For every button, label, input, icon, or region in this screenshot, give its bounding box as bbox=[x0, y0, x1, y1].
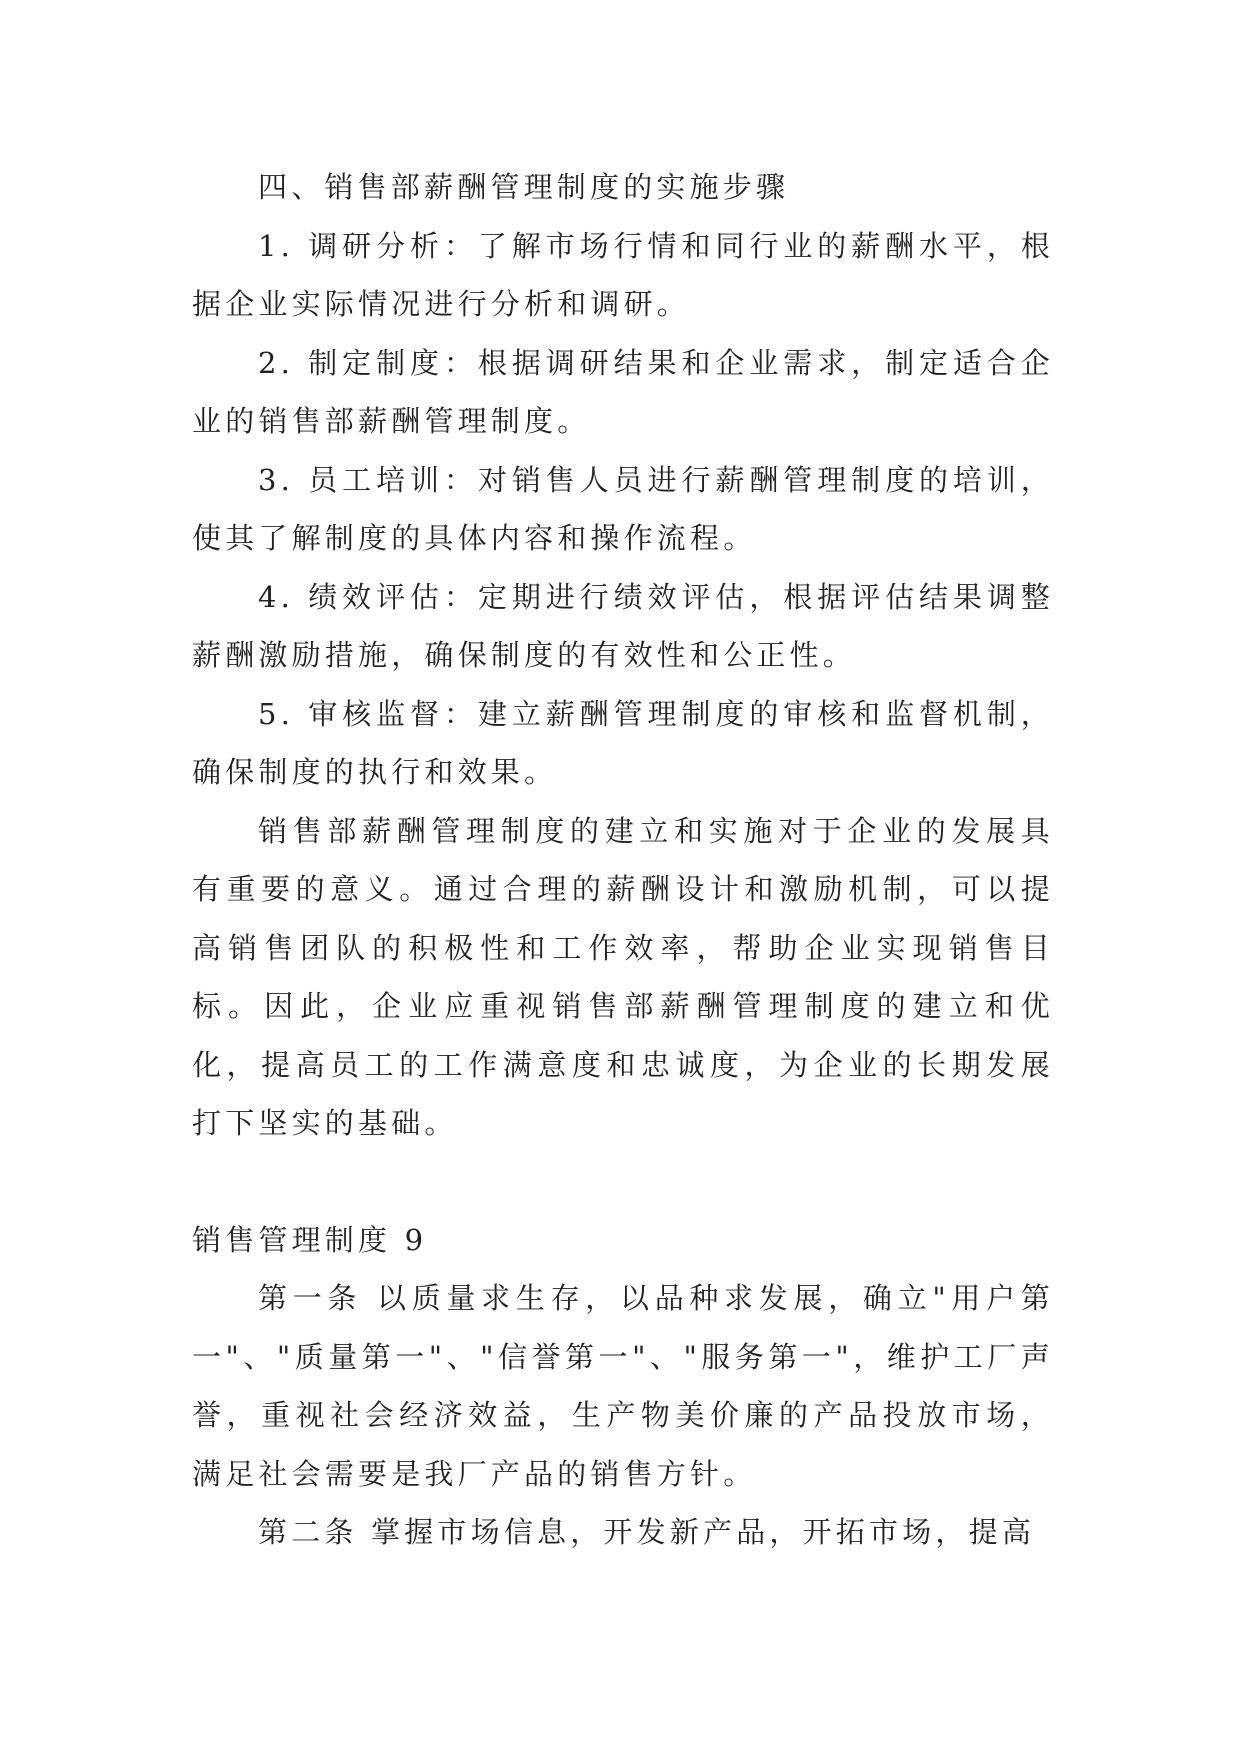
section-spacer bbox=[192, 1153, 1054, 1211]
article-paragraph: 第一条 以质量求生存，以品种求发展，确立"用户第一"、"质量第一"、"信誉第一"、"服务第一"，维护工厂声誉，重视社会经济效益，生产物美价廉的产品投放市场，满足社会需要是我厂产品的销售方针。 bbox=[192, 1281, 1054, 1491]
step-item: 1. 调研分析：了解市场行情和同行业的薪酬水平，根据企业实际情况进行分析和调研。 bbox=[192, 228, 1054, 321]
step-item: 4. 绩效评估：定期进行绩效评估，根据评估结果调整薪酬激励措施，确保制度的有效性和公正性。 bbox=[192, 579, 1054, 672]
step-item: 3. 员工培训：对销售人员进行薪酬管理制度的培训，使其了解制度的具体内容和操作流程。 bbox=[192, 462, 1054, 555]
article-paragraph: 第二条 掌握市场信息，开发新产品，开拓市场，提高 bbox=[258, 1515, 1036, 1549]
section-title: 销售管理制度 9 bbox=[192, 1222, 428, 1257]
step-item: 5. 审核监督：建立薪酬管理制度的审核和监督机制，确保制度的执行和效果。 bbox=[192, 696, 1054, 789]
document-page bbox=[192, 158, 1054, 1562]
step-item: 2. 制定制度：根据调研结果和企业需求，制定适合企业的销售部薪酬管理制度。 bbox=[192, 345, 1054, 438]
section-heading: 四、销售部薪酬管理制度的实施步骤 bbox=[258, 170, 790, 204]
conclusion-paragraph: 销售部薪酬管理制度的建立和实施对于企业的发展具有重要的意义。通过合理的薪酬设计和激励机制，可以提高销售团队的积极性和工作效率，帮助企业实现销售目标。因此，企业应重视销售部薪酬管理制度的建立和优化，提高员工的工作满意度和忠诚度，为企业的长期发展打下坚实的基础。 bbox=[192, 813, 1054, 1140]
